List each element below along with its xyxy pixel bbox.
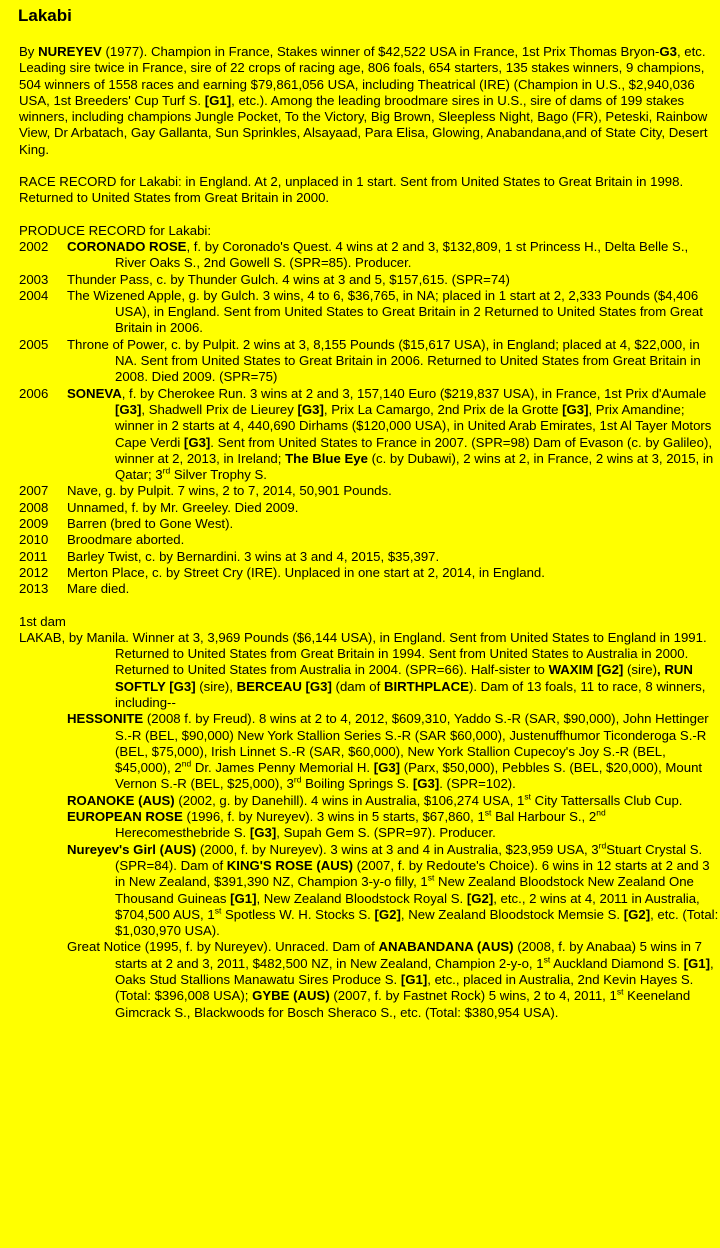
produce-item: 2008 Unnamed, f. by Mr. Greeley. Died 2009. [19, 499, 299, 515]
foal-roanoke: ROANOKE (AUS) (2002, g. by Danehill). 4 wins in Australia, $106,274 USA, 1st City Tattersalls Club Cup. [67, 791, 683, 808]
produce-item: 2007 Nave, g. by Pulpit. 7 wins, 2 to 7, 2014, 50,901 Pounds. [19, 483, 392, 499]
produce-item: 2002 CORONADO ROSE, f. by Coronado's Quest. 4 wins at 2 and 3, $132,809, 1 st Princess H., Delta Belle S., River Oaks S., 2nd Gowell S. (SPR=85). Producer. [19, 238, 689, 271]
produce-item: 2006 SONEVA, f. by Cherokee Run. 3 wins at 2 and 3, 157,140 Euro ($219,837 USA), in France, 1st Prix d'Aumale [G3], Shadwell Prix de Lieurey [G3], Prix La Camargo, 2nd Prix de la Grotte [G3], Prix Amandine; winner in 2 starts at 4, 440,690 Dirhams ($120,000 USA), in United Arab Emirates, 1st Al Tayer Motors Cape Verdi [G3]. Sent from United States to France in 2007. (SPR=98) Dam of Evason (c. by Galileo), winner at 2, 2013, in Ireland; The Blue Eye (c. by Dubawi), 2 wins at 2, in France, 2 wins at 3, 2015, in Qatar; 3rd Silver Trophy S. [19, 385, 714, 483]
sire-name: NUREYEV [38, 44, 102, 59]
produce-item: 2003 Thunder Pass, c. by Thunder Gulch. 4 wins at 3 and 5, $157,615. (SPR=74) [19, 271, 510, 287]
produce-header: PRODUCE RECORD for Lakabi: [19, 222, 211, 238]
produce-item: 2010 Broodmare aborted. [19, 532, 185, 548]
first-dam-header: 1st dam [19, 613, 66, 629]
foal-nureyevs-girl: Nureyev's Girl (AUS) (2000, f. by Nureyev). 3 wins at 3 and 4 in Australia, $23,959 USA, 3rdStuart Crystal S. (SPR=84). Dam of KING'S ROSE (AUS) (2007, f. by Redoute's Choice). 6 wins in 12 starts at 2 and 3 in New Zealand, $391,390 NZ, Champion 3-y-o filly, 1st New Zealand Bloodstock New Zealand One Thousand Guineas [G1], New Zealand Bloodstock Royal S. [G2], etc., 2 wins at 4, 2011 in Australia, $704,500 AUS, 1st Spotless W. H. Stocks S. [G2], New Zealand Bloodstock Memsie S. [G2], etc. (Total: $1,030,970 USA). [67, 840, 719, 939]
race-record: RACE RECORD for Lakabi: in England. At 2, unplaced in 1 start. Sent from United States to Great Britain in 1998. Returned to United States from Great Britain in 2000. [19, 174, 684, 206]
foal-great-notice: Great Notice (1995, f. by Nureyev). Unraced. Dam of ANABANDANA (AUS) (2008, f. by Anabaa) 5 wins in 7 starts at 2 and 3, 2011, $482,500 NZ, in New Zealand, Champion 2-y-o, 1st Auckland Diamond S. [G1], Oaks Stud Stallions Manawatu Sires Produce S. [G1], etc., placed in Australia, 2nd Kevin Hayes S. (Total: $396,008 USA); GYBE (AUS) (2007, f. by Fastnet Rock) 5 wins, 2 to 4, 2011, 1st Keeneland Gimcrack S., Blackwoods for Bosch Sheraco S., etc. (Total: $380,954 USA). [67, 939, 714, 1020]
first-dam-paragraph: LAKAB, by Manila. Winner at 3, 3,969 Pounds ($6,144 USA), in England. Sent from United States to England in 1991. Returned to United States from Great Britain in 1994. Sent from United States to Australia in 2000. Returned to United States from Australia in 2004. (SPR=66). Half-sister to WAXIM [G2] (sire), RUN SOFTLY [G3] (sire), BERCEAU [G3] (dam of BIRTHPLACE). Dam of 13 foals, 11 to race, 8 winners, including-- [19, 629, 707, 710]
sire-paragraph: By NUREYEV (1977). Champion in France, Stakes winner of $42,522 USA in France, 1st Prix Thomas Bryon-G3, etc. Leading sire twice in France, sire of 22 crops of racing age, 806 foals, 654 starters, 135 stakes winners, 9 champions, 504 winners of 1558 races and earning $79,861,056 USA, including Theatrical (IRE) (Champion in U.S., $2,940,036 USA, 1st Breeders' Cup Turf S. [G1], etc.). Among the leading broodmare sires in U.S., sire of dams of 199 stakes winners, including champions Jungle Pocket, To the Victory, Big Brown, Sleepless Night, Bago (FR), Peteski, Rainbow View, Dr Arbatach, Gay Gallanta, Sun Sprinkles, Alsayaad, Para Elisa, Glowing, Anabandana,and of State City, Desert King. [19, 44, 708, 157]
produce-item: 2012 Merton Place, c. by Street Cry (IRE). Unplaced in one start at 2, 2014, in England. [19, 564, 545, 580]
produce-item: 2013 Mare died. [19, 581, 130, 597]
page-title: Lakabi [18, 6, 72, 25]
produce-item: 2011 Barley Twist, c. by Bernardini. 3 wins at 3 and 4, 2015, $35,397. [19, 548, 440, 564]
foal-european-rose: EUROPEAN ROSE (1996, f. by Nureyev). 3 wins in 5 starts, $67,860, 1st Bal Harbour S., 2nd Herecomesthebride S. [G3], Supah Gem S. (SPR=97). Producer. [67, 807, 606, 841]
produce-item: 2004 The Wizened Apple, g. by Gulch. 3 wins, 4 to 6, $36,765, in NA; placed in 1 start at 2, 2,333 Pounds ($4,406 USA), in England. Sent from United States to Great Britain in 2 Returned to United States from Great Britain in 2006. [19, 287, 703, 336]
produce-list [19, 239, 719, 598]
produce-item: 2005 Throne of Power, c. by Pulpit. 2 wins at 3, 8,155 Pounds ($15,617 USA), in England; placed at 4, $22,000, in NA. Sent from United States to Great Britain in 2006. Returned to United States from Great Britain in 2008. Died 2009. (SPR=75) [19, 336, 701, 385]
foal-hessonite: HESSONITE (2008 f. by Freud). 8 wins at 2 to 4, 2012, $609,310, Yaddo S.-R (SAR, $90,000), John Hettinger S.-R (BEL, $90,000) New York Stallion Series S.-R (SAR $60,000), Justenuffhumor Ticonderoga S.-R (BEL, $75,000), Irish Linnet S.-R (SAR, $60,000), New York Stallion Cupecoy's Joy S.-R (BEL, $45,000), 2nd Dr. James Penny Memorial H. [G3] (Parx, $50,000), Pebbles S. (BEL, $20,000), Mount Vernon S.-R (BEL, $25,000), 3rd Boiling Springs S. [G3]. (SPR=102). [67, 711, 709, 792]
produce-item: 2009 Barren (bred to Gone West). [19, 516, 234, 532]
